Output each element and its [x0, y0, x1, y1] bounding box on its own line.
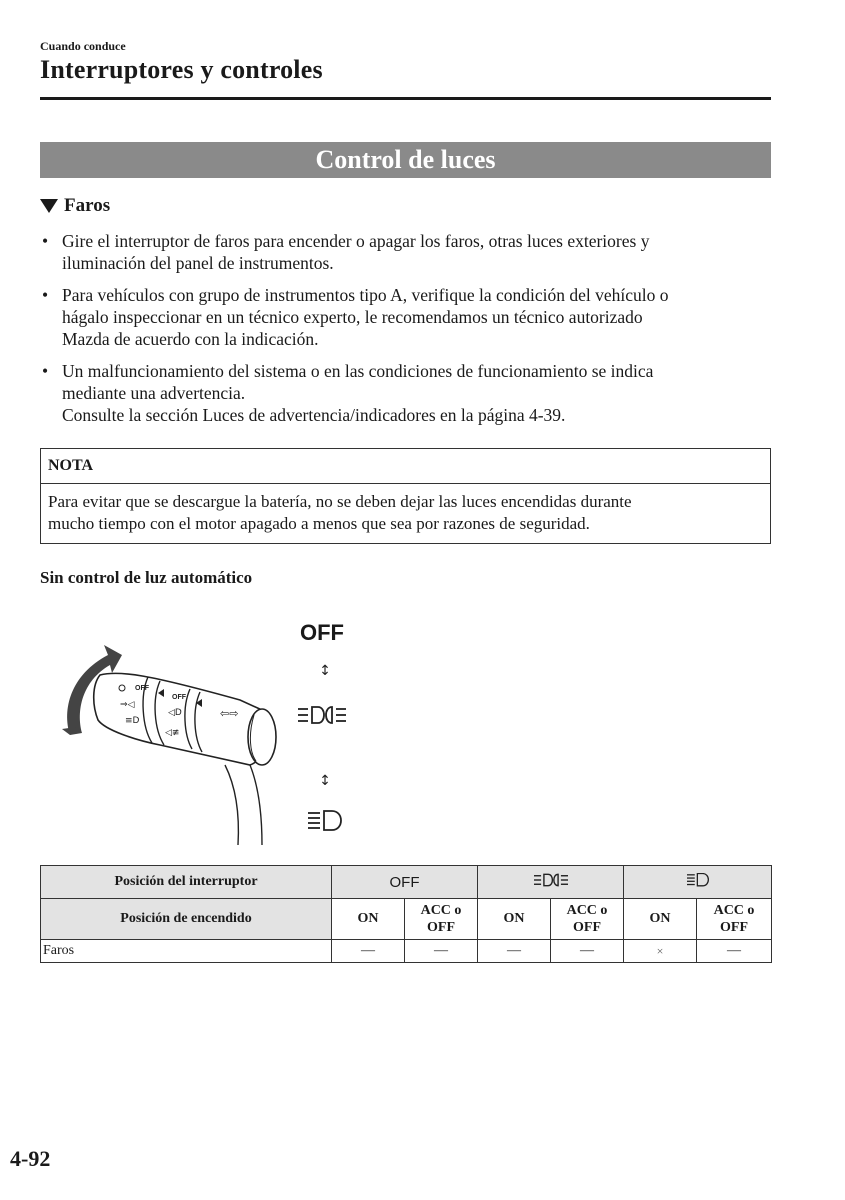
- parking-light-icon: [298, 707, 346, 723]
- table-cell: ON: [478, 899, 551, 940]
- headlight-icon: [687, 873, 709, 887]
- svg-text:⇒◁: ⇒◁: [120, 700, 135, 710]
- bullet-line: Para vehículos con grupo de instrumentos tipo A, verifique la condición del vehículo o: [62, 285, 669, 305]
- subsection-title: Sin control de luz automático: [40, 568, 253, 587]
- section-banner: Control de luces: [40, 142, 771, 178]
- stalk-off-label: OFF: [135, 685, 149, 692]
- page-number: 4-92: [10, 1146, 51, 1171]
- table-header-headlight: [624, 866, 772, 899]
- bullet-item: [40, 230, 771, 274]
- off-position-label: OFF: [300, 620, 344, 645]
- svg-text:⇦⇨: ⇦⇨: [220, 707, 239, 720]
- note-heading: NOTA: [41, 449, 770, 484]
- svg-text:≡D: ≡D: [125, 716, 140, 726]
- table-row-label: Faros: [41, 940, 332, 963]
- title-rule: [40, 97, 771, 100]
- table-cell: ON: [332, 899, 405, 940]
- bullet-line: mediante una advertencia.: [62, 383, 246, 403]
- bullet-dot-icon: •: [42, 361, 49, 381]
- bullet-line: Consulte la sección Luces de advertencia/indicadores en la página 4-39.: [62, 405, 566, 425]
- bullet-dot-icon: •: [42, 285, 49, 305]
- subheading-text: Faros: [64, 195, 111, 216]
- table-cell: —: [332, 940, 405, 963]
- table-cell: —: [551, 940, 624, 963]
- triangle-marker-icon: [40, 199, 58, 213]
- table-cell: ACC o OFF: [697, 899, 772, 940]
- table-header-parking: [478, 866, 624, 899]
- table-cell: —: [478, 940, 551, 963]
- light-switch-illustration: [40, 615, 370, 850]
- headlight-icon: [308, 811, 341, 830]
- note-line: mucho tiempo con el motor apagado a menos que sea por razones de seguridad.: [48, 514, 590, 533]
- bullet-line: iluminación del panel de instrumentos.: [62, 253, 334, 273]
- subheading: [40, 195, 110, 217]
- table-cell: ×: [624, 940, 697, 963]
- section-label: Cuando conduce: [40, 39, 126, 53]
- table-cell: ON: [624, 899, 697, 940]
- svg-text:↕: ↕: [319, 663, 331, 679]
- bullet-line: Gire el interruptor de faros para encender o apagar los faros, otras luces exteriores y: [62, 231, 650, 251]
- table-cell: ACC o OFF: [551, 899, 624, 940]
- switch-position-table: [40, 865, 772, 963]
- svg-text:◁≢: ◁≢: [165, 728, 180, 738]
- bullet-line: Un malfuncionamiento del sistema o en las condiciones de funcionamiento se indica: [62, 361, 654, 381]
- table-header-label: Posición del interruptor: [41, 866, 332, 899]
- stalk-off-label-2: OFF: [172, 694, 186, 701]
- bullet-dot-icon: •: [42, 231, 49, 251]
- bullet-item: [40, 284, 771, 350]
- table-cell: ACC o OFF: [405, 899, 478, 940]
- table-cell: —: [405, 940, 478, 963]
- table-row-label: Posición de encendido: [41, 899, 332, 940]
- table-cell: —: [697, 940, 772, 963]
- note-box: [40, 448, 771, 544]
- note-line: Para evitar que se descargue la batería, no se deben dejar las luces encendidas durante: [48, 492, 632, 511]
- table-header-off: OFF: [332, 866, 478, 899]
- bullet-line: Mazda de acuerdo con la indicación.: [62, 329, 319, 349]
- note-body: [41, 484, 770, 543]
- bullet-list: [40, 230, 771, 436]
- svg-text:◁D: ◁D: [168, 708, 182, 718]
- parking-light-icon: [534, 873, 568, 887]
- page-title: Interruptores y controles: [40, 55, 323, 84]
- svg-text:↕: ↕: [319, 773, 331, 789]
- bullet-item: [40, 360, 771, 426]
- bullet-line: hágalo inspeccionar en un técnico experto, le recomendamos un técnico autorizado: [62, 307, 643, 327]
